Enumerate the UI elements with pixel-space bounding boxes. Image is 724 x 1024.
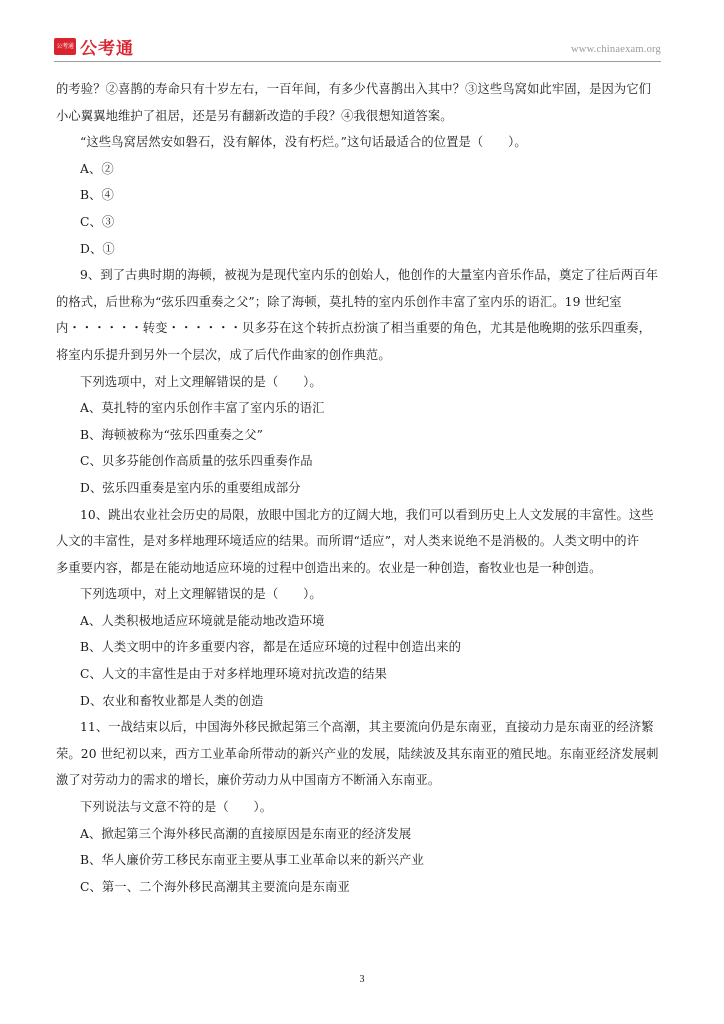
text-line: 下列选项中，对上文理解错误的是（ ）。 bbox=[80, 374, 322, 389]
logo[interactable] bbox=[54, 34, 134, 59]
text-line: 将室内乐提升到另外一个层次，成了后代作曲家的创作典范。 bbox=[56, 347, 391, 362]
text-line: 下列选项中，对上文理解错误的是（ ）。 bbox=[80, 587, 322, 602]
logo-text: 公考通 bbox=[80, 39, 134, 59]
text-line: 内・・・・・・转变・・・・・・贝多芬在这个转折点扮演了相当重要的角色，尤其是他晚期的弦乐四重奏， bbox=[56, 321, 652, 336]
answer-option: B、海顿被称为“弦乐四重奏之父” bbox=[80, 427, 264, 442]
text-line: 荣。20 世纪初以来，西方工业革命所带动的新兴产业的发展，陆续波及其东南亚的殖民地。东南亚经济发展刺 bbox=[56, 746, 659, 761]
text-line: 的格式，后世称为“弦乐四重奏之父”；除了海顿，莫扎特的室内乐创作丰富了室内乐的语汇。19 世纪室 bbox=[56, 294, 622, 309]
answer-option: D、农业和畜牧业都是人类的创造 bbox=[80, 693, 264, 708]
text-line: 小心翼翼地维护了祖居，还是另有翻新改造的手段？④我很想知道答案。 bbox=[56, 108, 453, 123]
answer-option: A、莫扎特的室内乐创作丰富了室内乐的语汇 bbox=[80, 401, 325, 416]
text-line: “这些鸟窝居然安如磐石，没有解体，没有朽烂。”这句话最适合的位置是（ ）。 bbox=[80, 135, 527, 150]
answer-option: B、人类文明中的许多重要内容，都是在适应环境的过程中创造出来的 bbox=[80, 640, 462, 655]
logo-badge-icon: 公考通 bbox=[54, 38, 76, 55]
answer-option: D、弦乐四重奏是室内乐的重要组成部分 bbox=[80, 480, 301, 495]
page-header bbox=[0, 0, 724, 66]
text-line: 11、一战结束以后，中国海外移民掀起第三个高潮，其主要流向仍是东南亚，直接动力是东南亚的经济繁 bbox=[80, 720, 654, 735]
text-line: 下列说法与文意不符的是（ ）。 bbox=[80, 800, 273, 815]
text-line: 人文的丰富性，是对多样地理环境适应的结果。而所谓“适应”，对人类来说绝不是消极的。人类文明中的许 bbox=[56, 534, 640, 549]
answer-option: A、人类积极地适应环境就是能动地改造环境 bbox=[80, 613, 325, 628]
answer-option: C、③ bbox=[80, 214, 115, 229]
header-divider bbox=[54, 61, 661, 62]
text-line: 10、跳出农业社会历史的局限，放眼中国北方的辽阔大地，我们可以看到历史上人文发展的丰富性。这些 bbox=[80, 507, 654, 522]
answer-option: A、② bbox=[80, 161, 114, 176]
answer-option: C、贝多芬能创作高质量的弦乐四重奏作品 bbox=[80, 454, 313, 469]
answer-option: C、人文的丰富性是由于对多样地理环境对抗改造的结果 bbox=[80, 667, 388, 682]
text-line: 的考验？②喜鹊的寿命只有十岁左右，一百年间，有多少代喜鹊出入其中？③这些鸟窝如此牢固，是因为它们 bbox=[56, 82, 652, 96]
answer-option: B、④ bbox=[80, 188, 114, 203]
page-number: 3 bbox=[359, 974, 365, 985]
answer-option: B、华人廉价劳工移民东南亚主要从事工业革命以来的新兴产业 bbox=[80, 853, 424, 868]
text-line: 多重要内容，都是在能动地适应环境的过程中创造出来的。农业是一种创造，畜牧业也是一种创造。 bbox=[56, 560, 602, 575]
answer-option: A、掀起第三个海外移民高潮的直接原因是东南亚的经济发展 bbox=[80, 826, 412, 841]
document-body bbox=[56, 76, 668, 900]
answer-option: C、第一、二个海外移民高潮其主要流向是东南亚 bbox=[80, 879, 350, 894]
text-line: 激了对劳动力的需求的增长，廉价劳动力从中国南方不断涌入东南亚。 bbox=[56, 773, 441, 788]
answer-option: D、① bbox=[80, 241, 115, 256]
site-url[interactable]: www.chinaexam.org bbox=[571, 44, 661, 55]
text-line: 9、到了古典时期的海顿，被视为是现代室内乐的创始人，他创作的大量室内音乐作品，奠定了往后两百年 bbox=[80, 268, 659, 283]
